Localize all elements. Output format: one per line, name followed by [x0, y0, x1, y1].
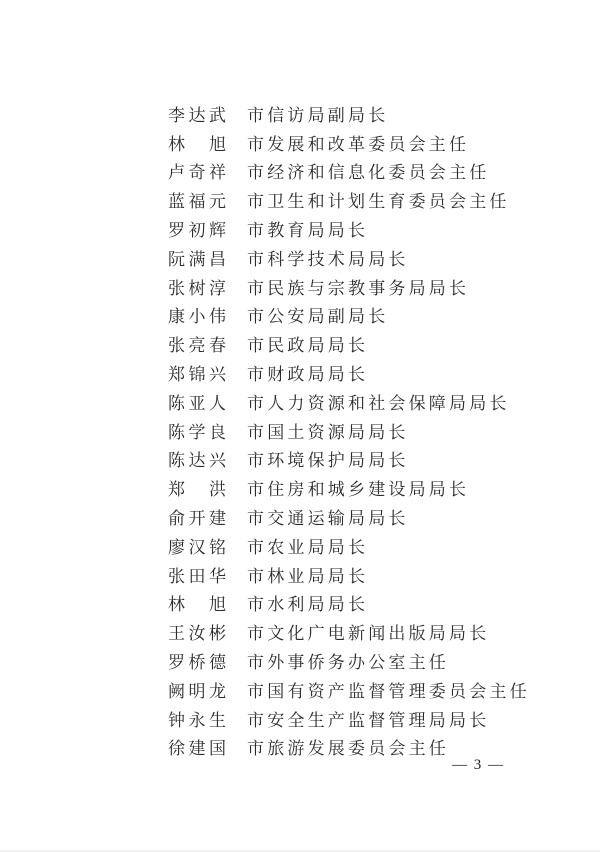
list-item: [168, 272, 530, 301]
page-number: — 3 —: [452, 757, 505, 773]
position-title: 市国有资产监督管理委员会主任: [247, 681, 530, 701]
position-title: 市环境保护局局长: [247, 451, 409, 471]
list-item: [168, 99, 530, 128]
position-title: 市科学技术局局长: [247, 249, 409, 269]
person-name: 林 旭: [168, 134, 230, 154]
appointments-list: [168, 99, 530, 761]
list-item: [168, 301, 530, 330]
list-item: [168, 387, 530, 416]
position-title: 市安全生产监督管理局局长: [247, 710, 490, 730]
person-name: 蓝福元: [168, 192, 230, 212]
person-name: 阙明龙: [168, 681, 230, 701]
position-title: 市人力资源和社会保障局局长: [247, 393, 510, 413]
list-item: [168, 358, 530, 387]
position-title: 市农业局局长: [247, 537, 369, 557]
position-title: 市公安局副局长: [247, 307, 389, 327]
position-title: 市林业局局长: [247, 566, 369, 586]
person-name: 林 旭: [168, 595, 230, 615]
person-name: 罗初辉: [168, 221, 230, 241]
list-item: [168, 214, 530, 243]
person-name: 陈亚人: [168, 393, 230, 413]
position-title: 市水利局局长: [247, 595, 369, 615]
list-item: [168, 646, 530, 675]
person-name: 卢奇祥: [168, 163, 230, 183]
position-title: 市教育局局长: [247, 221, 369, 241]
list-item: [168, 502, 530, 531]
position-title: 市外事侨务办公室主任: [247, 653, 449, 673]
list-item: [168, 560, 530, 589]
person-name: 陈达兴: [168, 451, 230, 471]
list-item: [168, 445, 530, 474]
person-name: 李达武: [168, 105, 230, 125]
position-title: 市住房和城乡建设局局长: [247, 480, 470, 500]
person-name: 陈学良: [168, 422, 230, 442]
person-name: 阮满昌: [168, 249, 230, 269]
person-name: 廖汉铭: [168, 537, 230, 557]
list-item: [168, 675, 530, 704]
list-item: [168, 589, 530, 618]
position-title: 市财政局局长: [247, 365, 369, 385]
person-name: 张亮春: [168, 336, 230, 356]
person-name: 徐建国: [168, 739, 230, 759]
position-title: 市信访局副局长: [247, 105, 389, 125]
list-item: [168, 128, 530, 157]
person-name: 郑 洪: [168, 480, 230, 500]
person-name: 康小伟: [168, 307, 230, 327]
position-title: 市民政局局长: [247, 336, 369, 356]
position-title: 市卫生和计划生育委员会主任: [247, 192, 510, 212]
list-item: [168, 157, 530, 186]
person-name: 张田华: [168, 566, 230, 586]
position-title: 市文化广电新闻出版局局长: [247, 624, 490, 644]
list-item: [168, 416, 530, 445]
list-item: [168, 329, 530, 358]
list-item: [168, 704, 530, 733]
list-item: [168, 473, 530, 502]
position-title: 市民族与宗教事务局局长: [247, 278, 470, 298]
position-title: 市发展和改革委员会主任: [247, 134, 470, 154]
person-name: 罗桥德: [168, 653, 230, 673]
person-name: 俞开建: [168, 509, 230, 529]
person-name: 张树淳: [168, 278, 230, 298]
list-item: [168, 185, 530, 214]
list-item: [168, 531, 530, 560]
position-title: 市交通运输局局长: [247, 509, 409, 529]
list-item: [168, 243, 530, 272]
person-name: 王汝彬: [168, 624, 230, 644]
person-name: 钟永生: [168, 710, 230, 730]
position-title: 市旅游发展委员会主任: [247, 739, 449, 759]
list-item: [168, 617, 530, 646]
person-name: 郑锦兴: [168, 365, 230, 385]
position-title: 市国土资源局局长: [247, 422, 409, 442]
position-title: 市经济和信息化委员会主任: [247, 163, 490, 183]
